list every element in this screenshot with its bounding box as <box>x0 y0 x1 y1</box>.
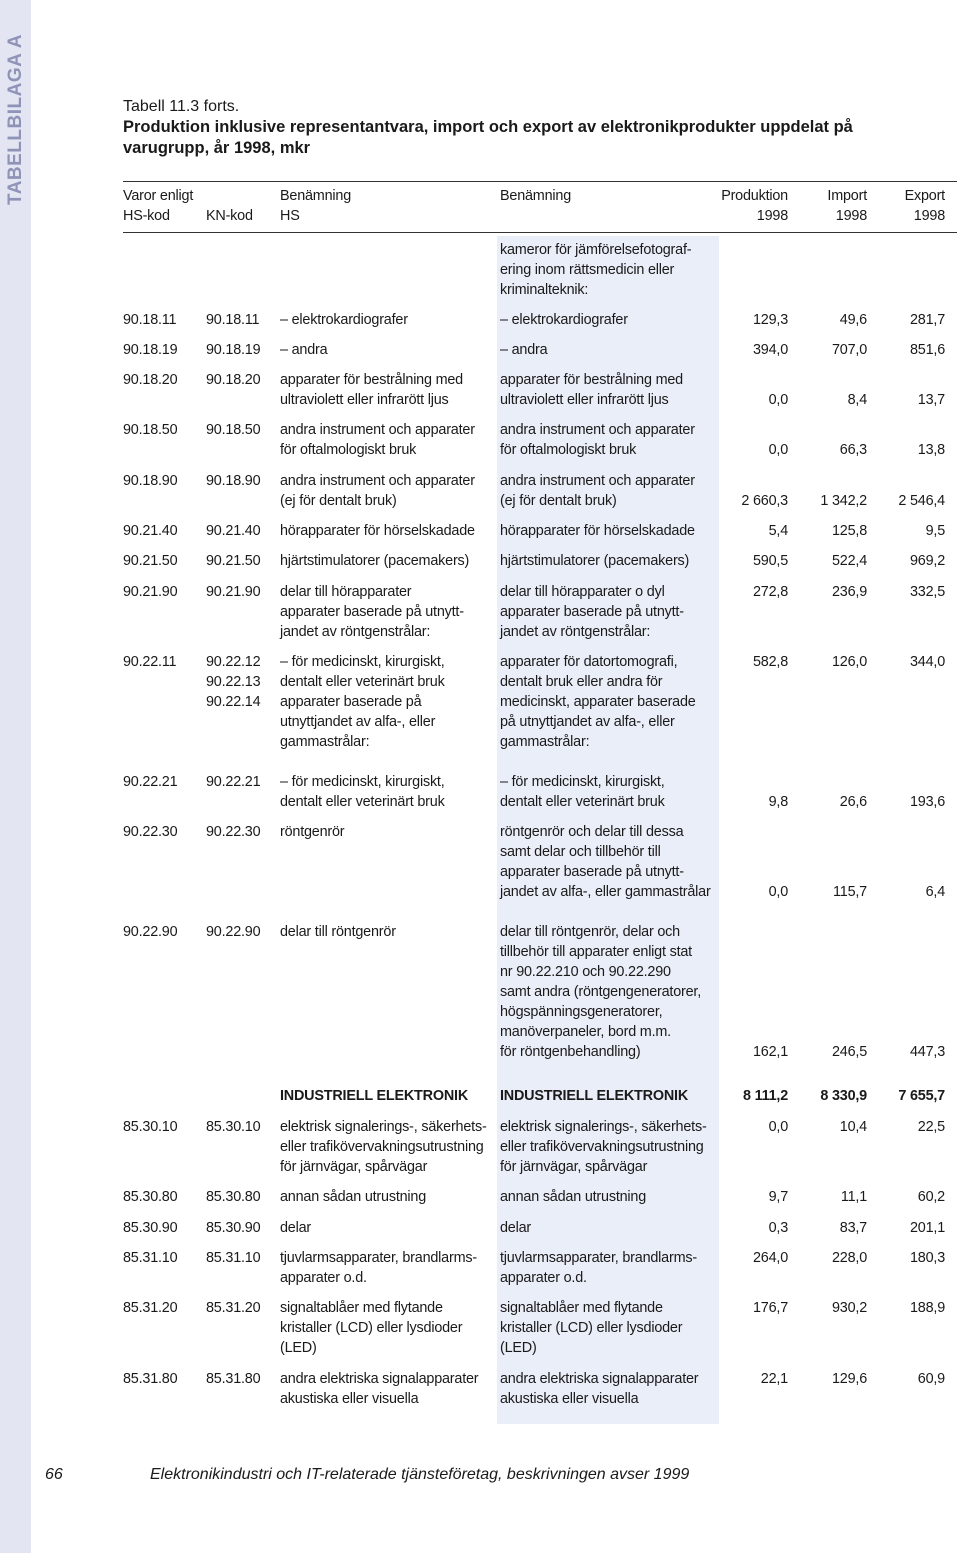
benamning: andra instrument och apparater <box>500 422 695 438</box>
export-value: 13,8 <box>917 442 945 458</box>
kn-code: 90.22.14 <box>206 694 261 710</box>
benamning: eller trafikövervakningsutrustning <box>500 1139 704 1155</box>
benamning: ultraviolett eller infrarött ljus <box>500 392 669 408</box>
export-value: 2 546,4 <box>898 493 945 509</box>
import-value: 11,1 <box>840 1189 867 1205</box>
kn-code: 90.21.40 <box>206 523 261 539</box>
benamning: – elektrokardiografer <box>500 312 628 328</box>
benamning: kriminalteknik: <box>500 282 589 298</box>
kn-code: 90.18.90 <box>206 473 261 489</box>
export-value: 13,7 <box>917 392 945 408</box>
benamning: INDUSTRIELL ELEKTRONIK <box>500 1088 689 1104</box>
benamning-hs: hjärtstimulatorer (pacemakers) <box>280 553 470 569</box>
benamning: (ej för dentalt bruk) <box>500 493 617 509</box>
benamning: nr 90.22.210 och 90.22.290 <box>500 964 671 980</box>
table-subtitle: Tabell 11.3 forts. <box>123 98 240 115</box>
export-value: 969,2 <box>909 553 945 569</box>
import-value: 66,3 <box>839 442 867 458</box>
benamning: – andra <box>500 342 548 358</box>
export-value: 22,5 <box>917 1119 945 1135</box>
kn-code: 90.22.21 <box>206 774 261 790</box>
import-value: 83,7 <box>839 1220 867 1236</box>
benamning: – för medicinskt, kirurgiskt, <box>500 774 665 790</box>
benamning-hs: – för medicinskt, kirurgiskt, <box>280 654 445 670</box>
benamning-hs: delar till röntgenrör <box>280 924 396 940</box>
sidebar <box>0 0 31 1553</box>
import-value: 236,9 <box>831 584 867 600</box>
export-value: 193,6 <box>909 794 945 810</box>
export-value: 9,5 <box>925 523 945 539</box>
produktion-value: 176,7 <box>752 1300 788 1316</box>
produktion-value: 264,0 <box>752 1250 788 1266</box>
import-value: 8 330,9 <box>820 1088 867 1104</box>
header-bottom-rule <box>123 232 957 233</box>
benamning-hs: apparater baserade på <box>280 694 422 710</box>
kn-code: 90.21.90 <box>206 584 261 600</box>
benamning-hs: (LED) <box>280 1340 317 1356</box>
kn-code: 85.31.10 <box>206 1250 261 1266</box>
kn-code: 85.30.90 <box>206 1220 261 1236</box>
produktion-value: 0,0 <box>768 392 788 408</box>
import-value: 129,6 <box>831 1371 867 1387</box>
kn-code: 90.18.20 <box>206 372 261 388</box>
hs-code: 90.22.21 <box>123 774 178 790</box>
benamning-hs: andra instrument och apparater <box>280 473 475 489</box>
benamning-hs: apparater o.d. <box>280 1270 367 1286</box>
benamning: medicinskt, apparater baserade <box>500 694 696 710</box>
kn-code: 90.18.19 <box>206 342 261 358</box>
import-value: 246,5 <box>831 1044 867 1060</box>
col-import-label-1: Import <box>827 188 867 204</box>
hs-code: 90.18.19 <box>123 342 178 358</box>
export-value: 332,5 <box>909 584 945 600</box>
produktion-value: 5,4 <box>768 523 788 539</box>
hs-code: 85.31.10 <box>123 1250 178 1266</box>
produktion-value: 0,0 <box>768 1119 788 1135</box>
export-value: 344,0 <box>909 654 945 670</box>
benamning-hs: delar <box>280 1220 311 1236</box>
benamning-hs: andra elektriska signalapparater <box>280 1371 479 1387</box>
benamning: högspänningsgeneratorer, <box>500 1004 663 1020</box>
benamning: dentalt eller veterinärt bruk <box>500 794 665 810</box>
col-kn-label: KN-kod <box>206 208 253 224</box>
produktion-value: 2 660,3 <box>741 493 788 509</box>
benamning-hs: eller trafikövervakningsutrustning <box>280 1139 484 1155</box>
hs-code: 90.21.50 <box>123 553 178 569</box>
benamning: delar <box>500 1220 531 1236</box>
benamning: delar till röntgenrör, delar och <box>500 924 680 940</box>
benamning-hs: kristaller (LCD) eller lysdioder <box>280 1320 463 1336</box>
benamning: andra elektriska signalapparater <box>500 1371 699 1387</box>
benamning: apparater baserade på utnytt- <box>500 864 684 880</box>
kn-code: 90.22.12 <box>206 654 261 670</box>
benamning: apparater för datortomografi, <box>500 654 678 670</box>
col-produktion-label-1: Produktion <box>721 188 788 204</box>
footer-text: Elektronikindustri och IT-relaterade tjänsteföretag, beskrivningen avser 1999 <box>150 1466 690 1483</box>
benamning: kameror för jämförelsefotograf- <box>500 242 692 258</box>
benamning-hs: elektrisk signalerings-, säkerhets- <box>280 1119 487 1135</box>
benamning-hs: för oftalmologiskt bruk <box>280 442 417 458</box>
import-value: 707,0 <box>831 342 867 358</box>
benamning-hs: INDUSTRIELL ELEKTRONIK <box>280 1088 469 1104</box>
benamning: akustiska eller visuella <box>500 1391 639 1407</box>
benamning: kristaller (LCD) eller lysdioder <box>500 1320 683 1336</box>
import-value: 930,2 <box>831 1300 867 1316</box>
benamning: hörapparater för hörselskadade <box>500 523 695 539</box>
kn-code: 85.30.80 <box>206 1189 261 1205</box>
benamning: apparater o.d. <box>500 1270 587 1286</box>
benamning: jandet av alfa-, eller gammastrålar <box>500 884 711 900</box>
benamning: gammastrålar: <box>500 734 590 750</box>
hs-code: 90.22.90 <box>123 924 178 940</box>
import-value: 522,4 <box>831 553 867 569</box>
import-value: 115,7 <box>833 884 867 900</box>
benamning-hs: annan sådan utrustning <box>280 1189 427 1205</box>
benamning: för röntgenbehandling) <box>500 1044 641 1060</box>
benamning: delar till hörapparater o dyl <box>500 584 665 600</box>
benamning: samt delar och tillbehör till <box>500 844 661 860</box>
kn-code: 85.31.20 <box>206 1300 261 1316</box>
hs-code: 90.22.11 <box>123 654 177 670</box>
header-top-rule <box>123 181 957 182</box>
benamning-hs: utnyttjandet av alfa-, eller <box>280 714 436 730</box>
col-produktion-label-2: 1998 <box>756 208 788 224</box>
section-label: TABELLBILAGA A <box>5 34 26 205</box>
export-value: 60,9 <box>917 1371 945 1387</box>
benamning-hs: dentalt eller veterinärt bruk <box>280 674 445 690</box>
benamning: ering inom rättsmedicin eller <box>500 262 675 278</box>
table-title-line-1: Produktion inklusive representantvara, import och export av elektronikprodukter uppdelat på <box>123 118 853 136</box>
produktion-value: 272,8 <box>752 584 788 600</box>
produktion-value: 0,3 <box>768 1220 788 1236</box>
benamning-hs: delar till hörapparater <box>280 584 412 600</box>
page-number: 66 <box>45 1466 63 1483</box>
col-hs-label-2: HS-kod <box>123 208 170 224</box>
hs-code: 85.30.90 <box>123 1220 178 1236</box>
import-value: 8,4 <box>847 392 867 408</box>
benamning: tjuvlarmsapparater, brandlarms- <box>500 1250 697 1266</box>
hs-code: 90.18.20 <box>123 372 178 388</box>
import-value: 125,8 <box>831 523 867 539</box>
hs-code: 85.30.10 <box>123 1119 178 1135</box>
kn-code: 90.22.90 <box>206 924 261 940</box>
import-value: 26,6 <box>839 794 867 810</box>
benamning-hs: röntgenrör <box>280 824 345 840</box>
benamning: tillbehör till apparater enligt stat <box>500 944 692 960</box>
kn-code: 90.21.50 <box>206 553 261 569</box>
benamning: hjärtstimulatorer (pacemakers) <box>500 553 690 569</box>
kn-code: 90.22.30 <box>206 824 261 840</box>
export-value: 447,3 <box>909 1044 945 1060</box>
benamning: apparater baserade på utnytt- <box>500 604 684 620</box>
benamning: dentalt bruk eller andra för <box>500 674 663 690</box>
produktion-value: 9,7 <box>768 1189 788 1205</box>
kn-code: 90.22.13 <box>206 674 261 690</box>
benamning: apparater för bestrålning med <box>500 372 683 388</box>
export-value: 851,6 <box>909 342 945 358</box>
benamning-hs: ultraviolett eller infrarött ljus <box>280 392 449 408</box>
produktion-value: 394,0 <box>752 342 788 358</box>
hs-code: 85.31.20 <box>123 1300 178 1316</box>
benamning: manöverpaneler, bord m.m. <box>500 1024 671 1040</box>
benamning: elektrisk signalerings-, säkerhets- <box>500 1119 707 1135</box>
hs-code: 90.18.90 <box>123 473 178 489</box>
benamning-hs: apparater för bestrålning med <box>280 372 463 388</box>
benamning-hs: för järnvägar, spårvägar <box>280 1159 428 1175</box>
table-title-line-2: varugrupp, år 1998, mkr <box>123 139 311 157</box>
col-import-label-2: 1998 <box>835 208 867 224</box>
produktion-value: 0,0 <box>768 442 788 458</box>
produktion-value: 590,5 <box>752 553 788 569</box>
kn-code: 85.30.10 <box>206 1119 261 1135</box>
benamning-hs: jandet av röntgenstrålar: <box>280 624 431 640</box>
benamning: för järnvägar, spårvägar <box>500 1159 648 1175</box>
produktion-value: 0,0 <box>768 884 788 900</box>
benamning: annan sådan utrustning <box>500 1189 647 1205</box>
produktion-value: 582,8 <box>752 654 788 670</box>
benamning: för oftalmologiskt bruk <box>500 442 637 458</box>
benamning-hs: hörapparater för hörselskadade <box>280 523 475 539</box>
benamning-hs: andra instrument och apparater <box>280 422 475 438</box>
hs-code: 90.18.11 <box>123 312 177 328</box>
benamning: signaltablåer med flytande <box>500 1300 663 1316</box>
benamning-hs: signaltablåer med flytande <box>280 1300 443 1316</box>
produktion-value: 162,1 <box>752 1044 788 1060</box>
produktion-value: 129,3 <box>752 312 788 328</box>
benamning: jandet av röntgenstrålar: <box>500 624 651 640</box>
export-value: 201,1 <box>909 1220 945 1236</box>
benamning-hs: – andra <box>280 342 328 358</box>
benamning-hs: – elektrokardiografer <box>280 312 408 328</box>
import-value: 228,0 <box>831 1250 867 1266</box>
export-value: 7 655,7 <box>898 1088 945 1104</box>
hs-code: 85.30.80 <box>123 1189 178 1205</box>
col-benamning-hs-label-2: HS <box>280 208 300 224</box>
hs-code: 90.22.30 <box>123 824 178 840</box>
benamning: röntgenrör och delar till dessa <box>500 824 684 840</box>
import-value: 1 342,2 <box>820 493 867 509</box>
benamning: på utnyttjandet av alfa-, eller <box>500 714 675 730</box>
hs-code: 90.21.40 <box>123 523 178 539</box>
export-value: 180,3 <box>909 1250 945 1266</box>
col-export-label-1: Export <box>904 188 945 204</box>
import-value: 10,4 <box>839 1119 867 1135</box>
benamning: andra instrument och apparater <box>500 473 695 489</box>
benamning-hs: tjuvlarmsapparater, brandlarms- <box>280 1250 477 1266</box>
kn-code: 85.31.80 <box>206 1371 261 1387</box>
export-value: 188,9 <box>909 1300 945 1316</box>
export-value: 60,2 <box>917 1189 945 1205</box>
hs-code: 85.31.80 <box>123 1371 178 1387</box>
benamning-hs: – för medicinskt, kirurgiskt, <box>280 774 445 790</box>
table-header-block <box>123 97 943 158</box>
hs-code: 90.21.90 <box>123 584 178 600</box>
benamning-hs: dentalt eller veterinärt bruk <box>280 794 445 810</box>
benamning-hs: akustiska eller visuella <box>280 1391 419 1407</box>
export-value: 281,7 <box>909 312 945 328</box>
produktion-value: 22,1 <box>760 1371 788 1387</box>
benamning: (LED) <box>500 1340 537 1356</box>
benamning-hs: (ej för dentalt bruk) <box>280 493 397 509</box>
col-benamning-hs-label-1: Benämning <box>280 188 352 204</box>
produktion-value: 8 111,2 <box>742 1088 788 1104</box>
hs-code: 90.18.50 <box>123 422 178 438</box>
benamning: samt andra (röntgengeneratorer, <box>500 984 701 1000</box>
export-value: 6,4 <box>925 884 945 900</box>
col-benamning-label: Benämning <box>500 188 572 204</box>
produktion-value: 9,8 <box>768 794 788 810</box>
col-export-label-2: 1998 <box>913 208 945 224</box>
import-value: 49,6 <box>839 312 867 328</box>
kn-code: 90.18.50 <box>206 422 261 438</box>
col-hs-label-1: Varor enligt <box>123 188 194 204</box>
benamning-hs: apparater baserade på utnytt- <box>280 604 464 620</box>
kn-code: 90.18.11 <box>206 312 260 328</box>
import-value: 126,0 <box>831 654 867 670</box>
benamning-hs: gammastrålar: <box>280 734 370 750</box>
